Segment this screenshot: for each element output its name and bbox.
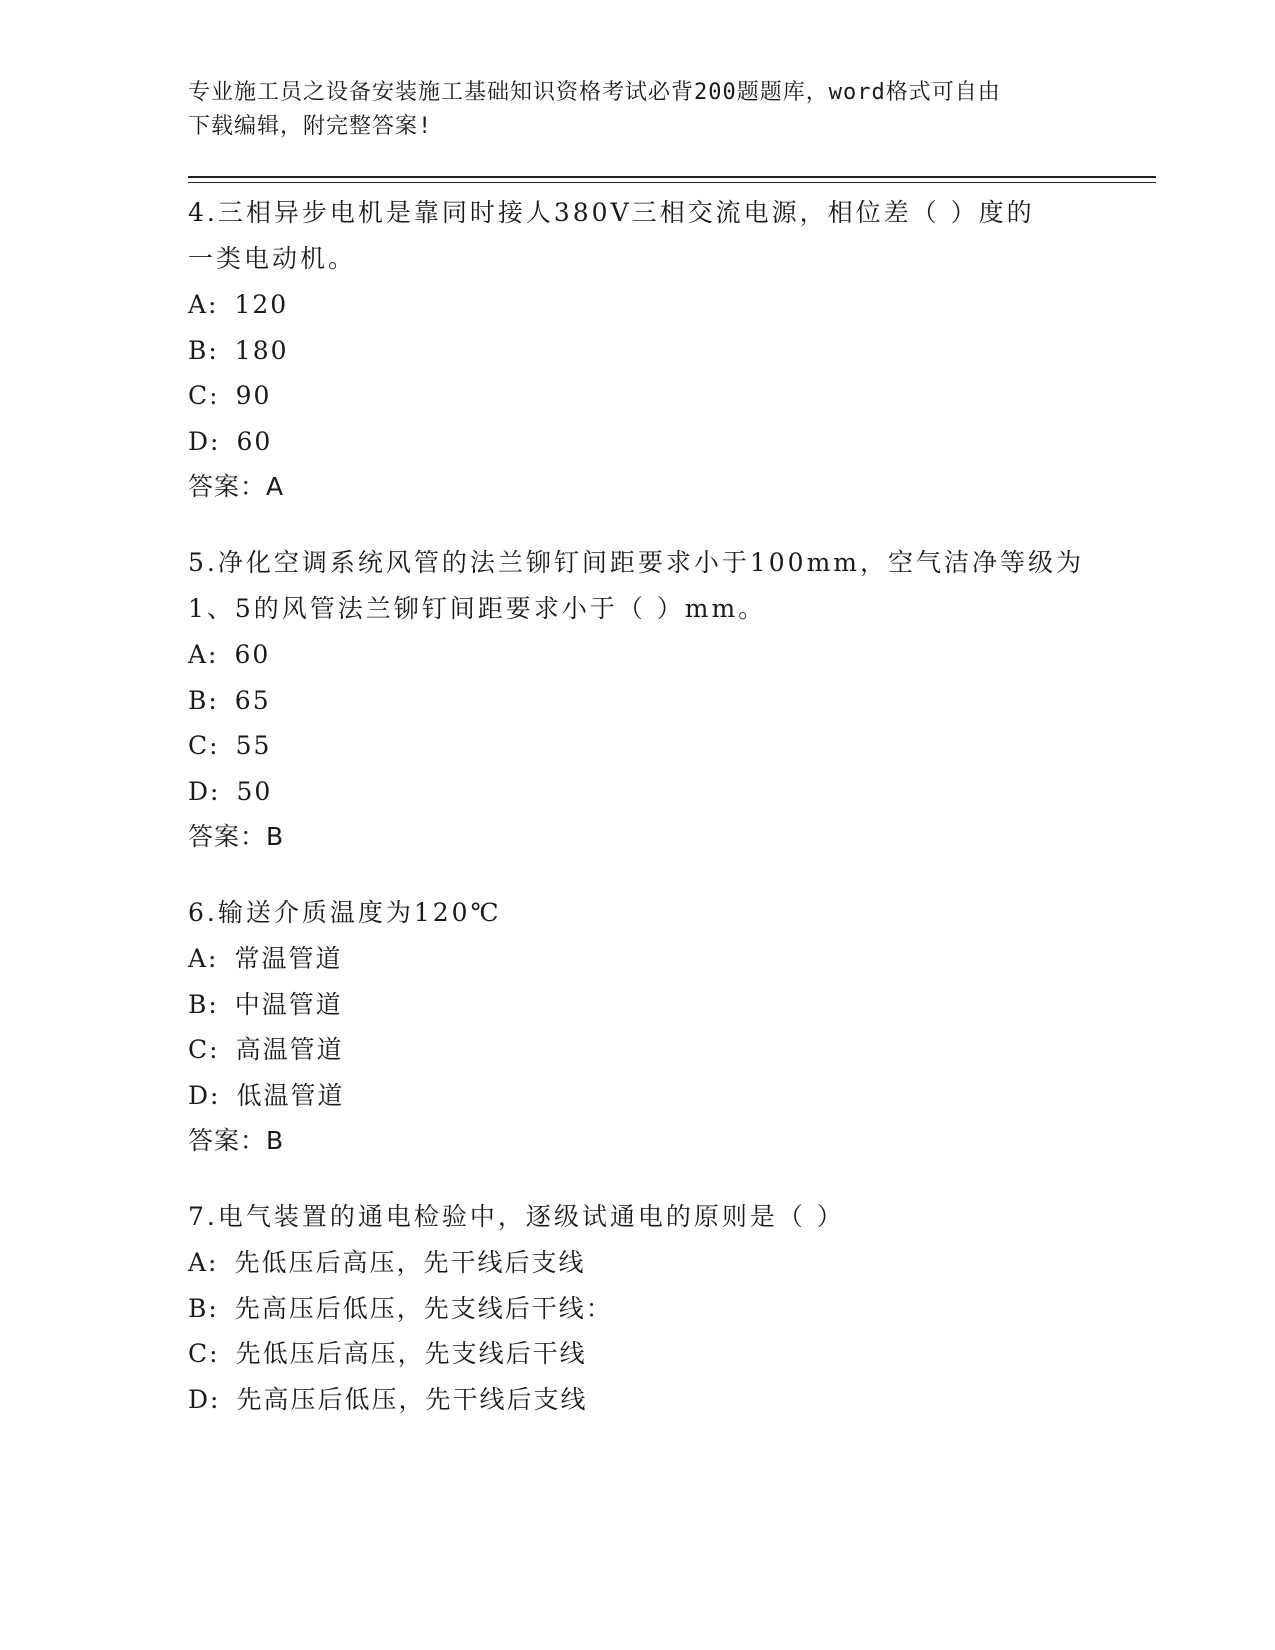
option-text: 先高压后低压，先支线后干线： [234,1293,613,1323]
question-7-text-line-1: 7.电气装置的通电检验中，逐级试通电的原则是（ ） [188,1202,845,1231]
option-text: 先低压后高压，先支线后干线 [235,1339,587,1368]
option-text: 90 [235,381,272,410]
question-4 [188,190,1108,510]
question-list [188,190,1108,1452]
option-letter: A: [188,290,219,319]
option-text: 55 [235,731,272,760]
option-text: 常温管道 [234,944,343,973]
question-5-text-line-1: 5.净化空调系统风管的法兰铆钉间距要求小于100mm，空气洁净等级为 [188,548,1084,577]
question-5-option-a [188,632,1108,678]
question-6-option-b [188,982,1108,1028]
option-text: 先低压后高压，先干线后支线 [234,1248,586,1277]
option-text: 65 [234,685,271,715]
option-text: 120 [234,290,289,319]
option-letter: C: [188,1035,220,1064]
question-7-option-a [188,1240,1108,1286]
question-5-option-b [188,678,1108,724]
question-4-text-line-2: 一类电动机。 [188,244,357,273]
option-letter: C: [188,381,220,410]
question-7-option-c [188,1331,1108,1377]
question-6-option-d [188,1073,1108,1119]
option-letter: D: [188,776,221,806]
option-text: 先高压后低压，先干线后支线 [236,1384,588,1414]
option-letter: C: [188,731,220,760]
question-6 [188,890,1108,1164]
question-4-text-line-1: 4.三相异步电机是靠同时接人380V三相交流电源，相位差（ ）度的 [188,198,1035,227]
option-text: 50 [236,776,273,806]
header-divider-top [188,176,1156,178]
question-5-option-c [188,723,1108,769]
question-7-option-d [188,1377,1108,1423]
question-6-answer: 答案：B [188,1126,285,1155]
option-letter: C: [188,1339,220,1368]
option-letter: D: [188,1080,221,1110]
question-7-option-b [188,1286,1108,1332]
option-text: 高温管道 [235,1035,344,1064]
option-letter: A: [188,640,219,669]
option-letter: B: [188,1293,219,1323]
question-5-answer: 答案：B [188,822,285,851]
header-title-line-1: 专业施工员之设备安装施工基础知识资格考试必背200题题库，word格式可自由 [188,80,1001,105]
question-6-option-c [188,1027,1108,1073]
option-letter: B: [188,685,219,715]
header-title-line-2: 下载编辑，附完整答案! [188,114,433,139]
question-4-option-c [188,373,1108,419]
header-divider-bottom [188,182,1156,183]
question-7 [188,1194,1108,1422]
question-5 [188,540,1108,860]
option-letter: D: [188,426,221,456]
option-text: 60 [236,426,273,456]
option-text: 中温管道 [234,989,343,1019]
option-letter: B: [188,335,219,365]
question-5-text-line-2: 1、5的风管法兰铆钉间距要求小于（ ）mm。 [188,594,767,623]
question-4-option-a [188,282,1108,328]
document-header [188,76,1068,144]
question-6-option-a [188,936,1108,982]
question-4-option-b [188,328,1108,374]
option-letter: A: [188,944,219,973]
option-text: 60 [234,640,271,669]
question-4-answer: 答案：A [188,472,285,501]
option-letter: D: [188,1384,221,1414]
option-letter: A: [188,1248,219,1277]
question-5-option-d [188,769,1108,815]
question-4-option-d [188,419,1108,465]
option-text: 180 [234,335,289,365]
question-6-text-line-1: 6.输送介质温度为120℃ [188,898,502,927]
option-text: 低温管道 [236,1080,345,1110]
option-letter: B: [188,989,219,1019]
